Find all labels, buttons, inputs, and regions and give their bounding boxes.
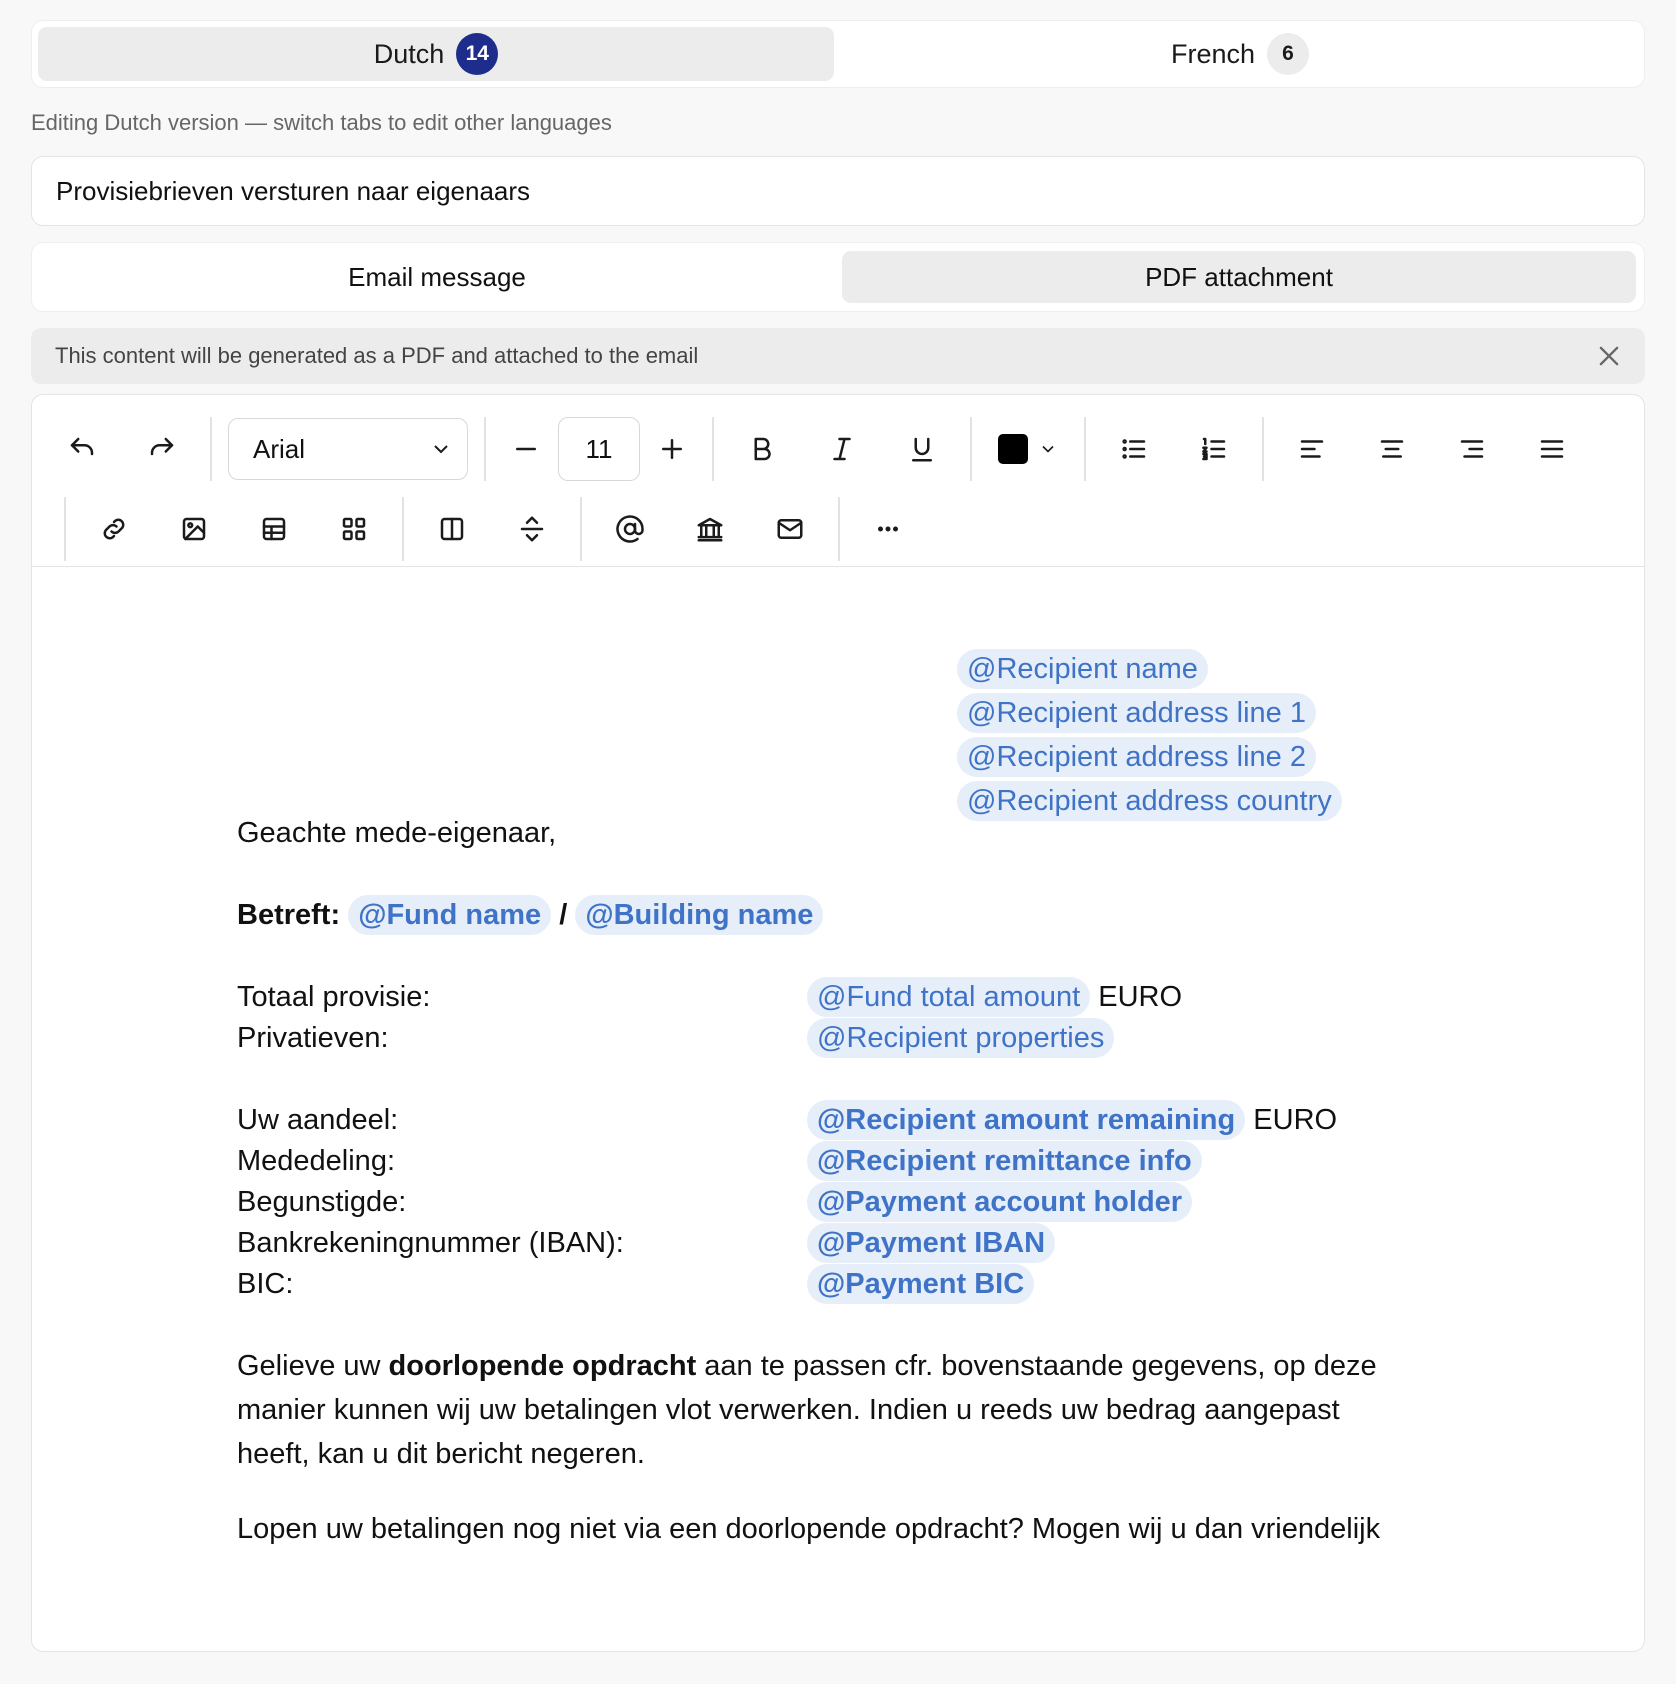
numbered-list-icon bbox=[1199, 434, 1229, 464]
grid-icon bbox=[339, 514, 369, 544]
insert-link-button[interactable] bbox=[74, 497, 154, 561]
paragraph-text: Gelieve uw bbox=[237, 1350, 389, 1382]
insert-grid-button[interactable] bbox=[314, 497, 394, 561]
aandeel-value bbox=[807, 1098, 1337, 1142]
more-horizontal-icon bbox=[873, 514, 903, 544]
bic-label: BIC: bbox=[237, 1268, 294, 1300]
align-justify-icon bbox=[1537, 434, 1567, 464]
undo-icon bbox=[67, 434, 97, 464]
iban-value bbox=[807, 1221, 1055, 1265]
begunstigde-label: Begunstigde: bbox=[237, 1186, 407, 1218]
mention-building-name[interactable]: @Building name bbox=[575, 895, 823, 935]
totaal-value bbox=[807, 975, 1182, 1019]
chevron-down-icon bbox=[1038, 439, 1058, 459]
currency-label: EURO bbox=[1098, 981, 1183, 1013]
bold-button[interactable] bbox=[722, 417, 802, 481]
mention-payment-iban[interactable]: @Payment IBAN bbox=[807, 1223, 1055, 1263]
insert-email-button[interactable] bbox=[750, 497, 830, 561]
more-options-button[interactable] bbox=[848, 497, 928, 561]
align-left-button[interactable] bbox=[1272, 417, 1352, 481]
privatieven-label: Privatieven: bbox=[237, 1022, 389, 1054]
tab-dutch-label: Dutch bbox=[373, 38, 445, 69]
pdf-info-text: This content will be generated as a PDF and attached to the email bbox=[55, 343, 699, 368]
at-sign-icon bbox=[615, 514, 645, 544]
aandeel-label: Uw aandeel: bbox=[237, 1104, 399, 1136]
bullet-list-button[interactable] bbox=[1094, 417, 1174, 481]
subject-input[interactable]: Provisiebrieven versturen naar eigenaars bbox=[31, 156, 1645, 226]
page-break-button[interactable] bbox=[492, 497, 572, 561]
mention-payment-account-holder[interactable]: @Payment account holder bbox=[807, 1182, 1192, 1222]
font-family-select[interactable] bbox=[228, 418, 468, 480]
text-color-swatch bbox=[998, 434, 1028, 464]
align-left-icon bbox=[1297, 434, 1327, 464]
mention-recipient-name[interactable]: @Recipient name bbox=[957, 649, 1208, 689]
mention-payment-bic[interactable]: @Payment BIC bbox=[807, 1264, 1034, 1304]
iban-label: Bankrekeningnummer (IBAN): bbox=[237, 1227, 624, 1259]
align-center-button[interactable] bbox=[1352, 417, 1432, 481]
columns-button[interactable] bbox=[412, 497, 492, 561]
align-right-icon bbox=[1457, 434, 1487, 464]
privatieven-value bbox=[807, 1016, 1114, 1060]
paragraph-payments: Lopen uw betalingen nog niet via een doorlopende opdracht? Mogen wij u dan vriendelijk bbox=[237, 1513, 1381, 1545]
tab-french-count-badge: 6 bbox=[1267, 33, 1309, 75]
currency-label: EURO bbox=[1253, 1104, 1338, 1136]
betreft-label: Betreft: bbox=[237, 899, 341, 931]
font-family-value: Arial bbox=[253, 433, 306, 464]
tab-pdf-attachment[interactable]: PDF attachment bbox=[842, 251, 1636, 303]
language-tabs bbox=[31, 20, 1645, 88]
mention-fund-total-amount[interactable]: @Fund total amount bbox=[807, 977, 1090, 1017]
mention-recipient-address-country[interactable]: @Recipient address country bbox=[957, 781, 1342, 821]
toolbar-divider bbox=[580, 497, 582, 561]
toolbar-divider bbox=[970, 417, 972, 481]
italic-icon bbox=[827, 434, 857, 464]
minus-icon bbox=[511, 434, 541, 464]
tab-french-label: French bbox=[1170, 38, 1256, 69]
insert-image-button[interactable] bbox=[154, 497, 234, 561]
tab-email-message[interactable]: Email message bbox=[348, 261, 526, 292]
betreft-separator: / bbox=[559, 899, 568, 931]
font-size-input[interactable]: 11 bbox=[558, 417, 640, 481]
mail-icon bbox=[775, 514, 805, 544]
underline-button[interactable] bbox=[882, 417, 962, 481]
mededeling-value bbox=[807, 1139, 1202, 1183]
insert-bank-button[interactable] bbox=[670, 497, 750, 561]
numbered-list-button[interactable] bbox=[1174, 417, 1254, 481]
bold-icon bbox=[747, 434, 777, 464]
tab-french[interactable] bbox=[842, 27, 1638, 81]
table-icon bbox=[259, 514, 289, 544]
content-tabs bbox=[31, 242, 1645, 312]
align-center-icon bbox=[1377, 434, 1407, 464]
pdf-info-banner bbox=[31, 328, 1645, 384]
editing-hint: Editing Dutch version — switch tabs to edit other languages bbox=[31, 110, 612, 135]
redo-button[interactable] bbox=[122, 417, 202, 481]
greeting: Geachte mede-eigenaar, bbox=[237, 817, 557, 849]
page-break-icon bbox=[517, 514, 547, 544]
increase-font-size-button[interactable] bbox=[640, 417, 704, 481]
redo-icon bbox=[147, 434, 177, 464]
insert-table-button[interactable] bbox=[234, 497, 314, 561]
bank-icon bbox=[695, 514, 725, 544]
toolbar-divider bbox=[712, 417, 714, 481]
mention-recipient-address-line-2[interactable]: @Recipient address line 2 bbox=[957, 737, 1316, 777]
betreft-line bbox=[237, 893, 823, 937]
mention-recipient-address-line-1[interactable]: @Recipient address line 1 bbox=[957, 693, 1316, 733]
totaal-label: Totaal provisie: bbox=[237, 981, 431, 1013]
toolbar-divider bbox=[210, 417, 212, 481]
rich-text-editor bbox=[31, 394, 1645, 1652]
link-icon bbox=[99, 514, 129, 544]
toolbar-divider bbox=[1084, 417, 1086, 481]
bullet-list-icon bbox=[1119, 434, 1149, 464]
plus-icon bbox=[657, 434, 687, 464]
toolbar-divider bbox=[838, 497, 840, 561]
paragraph-bold-text: doorlopende opdracht bbox=[388, 1350, 697, 1382]
mention-recipient-remittance-info[interactable]: @Recipient remittance info bbox=[807, 1141, 1202, 1181]
text-color-button[interactable] bbox=[980, 417, 1076, 481]
mention-recipient-properties[interactable]: @Recipient properties bbox=[807, 1018, 1114, 1058]
paragraph-standing-order bbox=[237, 1344, 1417, 1476]
mention-fund-name[interactable]: @Fund name bbox=[348, 895, 551, 935]
toolbar-divider bbox=[484, 417, 486, 481]
align-justify-button[interactable] bbox=[1512, 417, 1592, 481]
align-right-button[interactable] bbox=[1432, 417, 1512, 481]
toolbar-divider bbox=[1262, 417, 1264, 481]
chevron-down-icon bbox=[429, 437, 453, 461]
italic-button[interactable] bbox=[802, 417, 882, 481]
editor-toolbar bbox=[32, 395, 1644, 567]
begunstigde-value bbox=[807, 1180, 1192, 1224]
tab-dutch-count-badge: 14 bbox=[456, 33, 498, 75]
toolbar-divider bbox=[64, 497, 66, 561]
tab-dutch[interactable] bbox=[38, 27, 834, 81]
mededeling-label: Mededeling: bbox=[237, 1145, 395, 1177]
image-icon bbox=[179, 514, 209, 544]
mention-recipient-amount-remaining[interactable]: @Recipient amount remaining bbox=[807, 1100, 1245, 1140]
bic-value bbox=[807, 1262, 1034, 1306]
underline-icon bbox=[907, 434, 937, 464]
columns-icon bbox=[437, 514, 467, 544]
toolbar-divider bbox=[402, 497, 404, 561]
undo-button[interactable] bbox=[42, 417, 122, 481]
recipient-address-block bbox=[957, 647, 1342, 823]
insert-mention-button[interactable] bbox=[590, 497, 670, 561]
paragraph-text: aan te passen cfr. bovenstaande gegevens, op deze manier kunnen wij uw betalingen vlot verwerken. Indien u reeds uw bedrag aangepast heeft, kan u dit bericht negeren. bbox=[237, 1350, 1377, 1470]
decrease-font-size-button[interactable] bbox=[494, 417, 558, 481]
close-icon[interactable] bbox=[1595, 342, 1623, 370]
